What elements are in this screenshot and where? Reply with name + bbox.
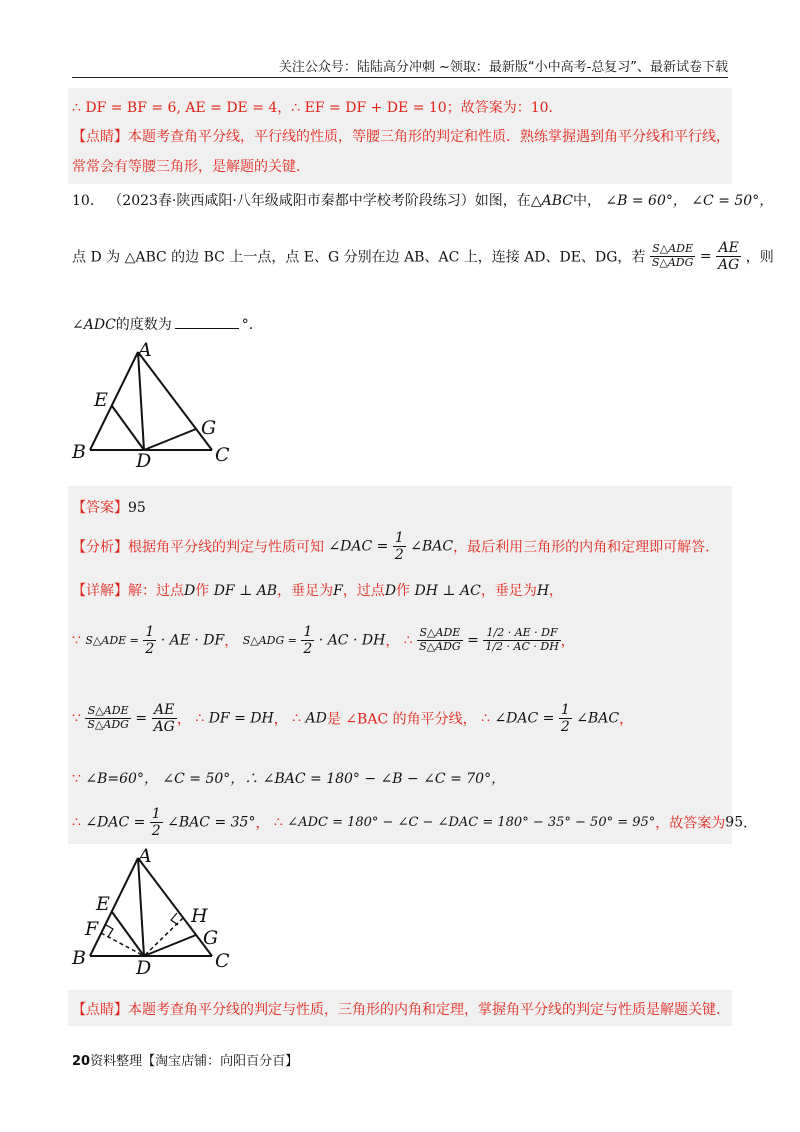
problem-line3-end: °． <box>241 317 263 333</box>
fig1-label-g: G <box>201 417 217 439</box>
detail-ad: AD <box>305 710 327 727</box>
problem-side-fraction <box>716 240 741 273</box>
analysis-line <box>72 530 719 563</box>
detail-therefore-2: ∴ <box>195 710 205 727</box>
detail-l1-e: ，垂足为 <box>277 583 334 599</box>
detail-comma-7: ， <box>255 815 270 832</box>
analysis-half-num: 1 <box>394 530 404 546</box>
detail-step2: ∵ S△ADE = $\frac{1}{2}$ · AE · DF， S△ADG = $\frac{1}{2}$ · AC · DH， ∴ $\frac{\text{S△ADE}}{\text{S△ADG}}$ = $\frac{1/2 \cdot AE \cdot DF}{1/2 \cdot AC \cdot DH}$ ， <box>72 624 575 658</box>
eq-sign: = <box>699 248 712 265</box>
detail-therefore-5: ∴ <box>72 814 81 831</box>
fig1-seg-dg <box>144 429 196 450</box>
prev-dianjing-line1 <box>72 126 730 146</box>
detail-step3-bac: ∠BAC <box>576 710 620 727</box>
problem-line2 <box>72 240 774 273</box>
detail-because-3: ∵ <box>72 771 81 787</box>
detail-bisector-text: 是 ∠BAC 的角平分线， <box>326 711 477 728</box>
prev-dianjing-text1: 本题考查角平分线，平行线的性质，等腰三角形的判定和性质．熟练掌握遇到角平分线和平行线， <box>128 129 730 145</box>
fig2-label-f: F <box>85 918 99 940</box>
analysis-tag: 【分析】 <box>72 539 128 556</box>
problem-area-fraction <box>650 243 696 269</box>
detail-tag: 【详解】 <box>72 583 128 599</box>
detail-step3: ∵ $\frac{\text{S△ADE}}{\text{S△ADG}}$ = $\frac{AE}{AG}$ ， ∴ DF = DH， ∴ AD是 ∠BAC 的角平分线， ∴ ∠DAC = $\frac{1}{2}$ ∠BAC， <box>72 702 634 736</box>
detail-l1-m: ， <box>549 583 564 599</box>
analysis-rhs: ∠BAC <box>410 538 454 555</box>
detail-therefore-1: ∴ <box>403 632 413 649</box>
detail-df-dh: DF = DH <box>208 710 274 727</box>
problem-line2-text: 点 D 为 △ABC 的边 BC 上一点，点 E、G 分别在边 AB、AC 上，连接 AD、DE、DG，若 <box>72 249 646 266</box>
detail-comma-4: ， <box>176 711 191 728</box>
fig1-seg-ad <box>138 352 144 450</box>
fig1-label-c: C <box>215 444 230 466</box>
detail-l1-b: D <box>184 583 196 599</box>
problem-line3-text: 的度数为 <box>115 317 172 333</box>
fig2-label-e: E <box>96 893 110 915</box>
detail-ratio-den: 1/2 · AC · DH <box>485 640 559 654</box>
fig1-label-e: E <box>94 389 108 411</box>
fig2-perp-df <box>101 933 144 956</box>
detail-s-adg: S△ADG = <box>242 634 297 648</box>
problem-line3 <box>72 314 263 334</box>
detail-step5-d: ，故答案为 <box>655 815 726 832</box>
dianjing-tag: 【点睛】 <box>72 1002 128 1018</box>
problem-mid: 中， <box>572 193 601 209</box>
detail-l1-j: DH ⊥ AC <box>414 583 481 599</box>
frac-den: S△ADG <box>651 256 694 270</box>
figure-triangle-2 <box>68 844 243 982</box>
footer-text: 资料整理【淘宝店铺：向阳百分百】 <box>90 1054 299 1069</box>
detail-step3-dac: ∠DAC = <box>494 710 555 727</box>
problem-number: 10． <box>72 193 104 209</box>
problem-line1 <box>72 190 773 210</box>
answer-line <box>72 497 146 517</box>
fig1-label-a: A <box>138 339 152 361</box>
detail-l1-d: DF ⊥ AB <box>213 583 278 599</box>
detail-because-2: ∵ <box>72 710 81 727</box>
page-header: 关注公众号：陆陆高分冲刺 ~领取：最新版“小中高考-总复习”、最新试卷下载 <box>278 60 728 75</box>
problem-angle-adc: ∠ADC <box>72 317 116 333</box>
analysis-pre: 根据角平分线的判定与性质可知 <box>128 539 324 556</box>
detail-step5-e: 95 <box>725 814 744 831</box>
frac-rden: AG <box>718 257 740 274</box>
fig2-label-g: G <box>203 927 219 949</box>
detail-area-ratio: $\frac{\text{S△ADE}}{\text{S△ADG}}$ <box>419 626 461 654</box>
detail-step5-b: ∠BAC = 35° <box>167 814 256 831</box>
fig1-seg-de <box>112 406 144 450</box>
detail-l1-l: H <box>536 583 550 599</box>
analysis-post: ，最后利用三角形的内角和定理即可解答． <box>453 539 720 556</box>
fig2-label-h: H <box>191 905 208 927</box>
prev-dianjing-line2: 常常会有等腰三角形，是解题的关键． <box>72 159 310 175</box>
problem-line2-end: ，则 <box>745 249 774 266</box>
detail-angle-sum: ∠B=60°， ∠C = 50°，∴ ∠BAC = 180° − ∠B − ∠C = 70°， <box>85 771 506 787</box>
prev-dianjing-tag: 【点睛】 <box>72 129 128 145</box>
detail-because-1: ∵ <box>72 632 81 649</box>
page-footer <box>72 1050 298 1069</box>
detail-step4 <box>72 768 505 788</box>
detail-half-4: $\frac{1}{2}$ <box>151 806 161 840</box>
frac-num: S△ADE <box>650 243 696 257</box>
detail-l1-h: D <box>384 583 397 599</box>
analysis-half-den: 2 <box>394 547 404 564</box>
detail-half-1: $\frac{1}{2}$ <box>145 624 155 658</box>
analysis-half <box>393 530 406 563</box>
dianjing-text: 本题考查角平分线的判定与性质，三角形的内角和定理，掌握角平分线的判定与性质是解题关键． <box>128 1002 730 1018</box>
detail-half-2: $\frac{1}{2}$ <box>303 624 313 658</box>
detail-half-3: $\frac{1}{2}$ <box>560 702 570 736</box>
problem-angle-b: ∠B = 60°， <box>605 193 687 209</box>
detail-comma-3: ， <box>560 633 575 650</box>
fig1-label-b: B <box>72 441 86 463</box>
detail-l1-a: 解：过点 <box>128 583 184 599</box>
detail-therefore-3: ∴ <box>292 710 302 727</box>
detail-step5-a: ∠DAC = <box>85 814 146 831</box>
detail-step5-c: ∠ADC = 180° − ∠C − ∠DAC = 180° − 35° − 50° = 95° <box>287 815 656 831</box>
detail-therefore-6: ∴ <box>273 814 283 831</box>
detail-step5 <box>72 806 757 839</box>
fig2-label-a: A <box>138 845 152 867</box>
answer-tag: 【答案】 <box>72 500 128 516</box>
detail-l1-k: ，垂足为 <box>480 583 537 599</box>
frac-rnum: AE <box>716 240 741 257</box>
detail-comma-5: ， <box>273 711 288 728</box>
detail-l1-f: F <box>333 583 343 599</box>
detail-l1-i: 作 <box>396 583 411 599</box>
detail-l1-c: 作 <box>195 583 210 599</box>
fig2-seg-ad <box>138 858 144 956</box>
dianjing-line <box>72 999 730 1019</box>
header-divider <box>72 77 728 78</box>
detail-l1-g: ，过点 <box>342 583 385 599</box>
fig2-seg-dg <box>144 935 196 956</box>
fig2-label-d: D <box>136 957 152 979</box>
fig2-label-b: B <box>72 947 86 969</box>
detail-s-ade-rest: · AE · DF <box>160 632 225 649</box>
detail-comma-6: ， <box>619 711 634 728</box>
detail-comma-1: ， <box>224 633 239 650</box>
detail-step5-f: ． <box>743 815 758 832</box>
detail-comma-2: ， <box>385 633 400 650</box>
detail-area-ratio-expanded <box>483 627 560 653</box>
detail-line1 <box>72 580 563 600</box>
detail-step3-ratio-left: $\frac{\text{S△ADE}}{\text{S△ADG}}$ <box>87 704 129 732</box>
answer-blank <box>175 328 239 329</box>
page-number: 20 <box>72 1054 91 1069</box>
problem-triangle: △ABC <box>530 193 573 209</box>
fig1-label-d: D <box>136 450 152 470</box>
detail-therefore-4: ∴ <box>481 710 490 727</box>
fig2-label-c: C <box>215 950 230 972</box>
detail-step3-ratio-right: $\frac{AE}{AG}$ <box>153 702 175 736</box>
detail-ratio-num: 1/2 · AE · DF <box>483 627 560 641</box>
fig2-seg-de <box>112 912 144 956</box>
problem-angle-c: ∠C = 50°， <box>691 193 774 209</box>
answer-value: 95 <box>128 500 146 516</box>
figure-triangle-1 <box>68 338 243 470</box>
detail-s-ade: S△ADE = <box>85 634 139 648</box>
problem-source: （2023春·陕西咸阳·八年级咸阳市秦都中学校考阶段练习）如图，在 <box>108 193 531 209</box>
analysis-lhs: ∠DAC = <box>328 538 389 555</box>
prev-conclusion: ∴ DF = BF = 6, AE = DE = 4，∴ EF = DF + DE = 10；故答案为：10． <box>72 100 563 116</box>
detail-s-adg-rest: · AC · DH <box>318 632 386 649</box>
fig2-right-angle-f <box>106 925 113 937</box>
